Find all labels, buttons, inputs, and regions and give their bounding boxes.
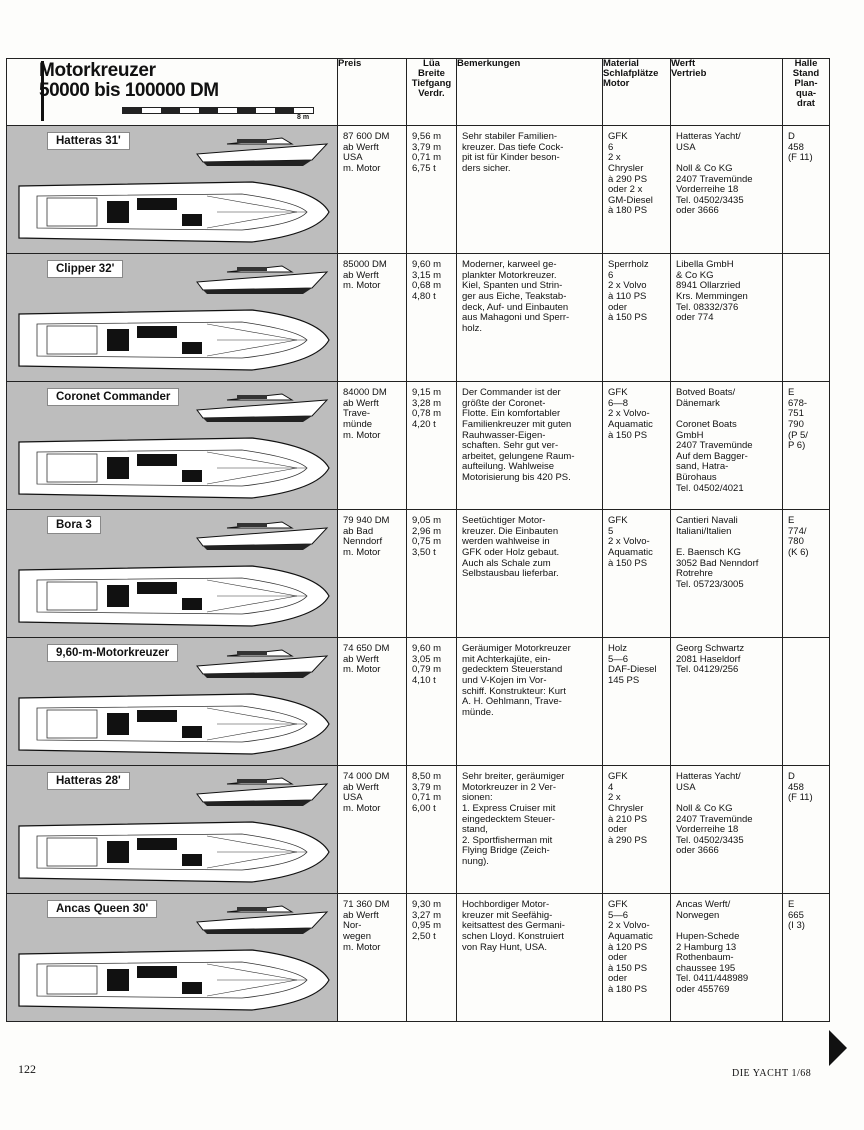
header-bemerkungen: Bemerkungen — [457, 59, 603, 126]
boat-dims: 9,60 m 3,05 m 0,79 m 4,10 t — [407, 638, 457, 766]
boat-row — [7, 382, 830, 510]
boat-dims: 9,56 m 3,79 m 0,71 m 6,75 t — [407, 126, 457, 254]
header-preis: Preis — [338, 59, 407, 126]
boat-material: GFK 6 2 x Chrysler à 290 PS oder 2 x GM-Diesel à 180 PS — [603, 126, 671, 254]
boat-werft: Georg Schwartz 2081 Haseldorf Tel. 04129/256 — [671, 638, 783, 766]
boat-werft: Cantieri Navali Italiani/Italien E. Baensch KG 3052 Bad Nenndorf Rotrehre Tel. 05723/3005 — [671, 510, 783, 638]
scale-bar — [122, 107, 314, 114]
boat-bemerkungen: Der Commander ist der größte der Coronet- Flotte. Ein komfortabler Familienkreuzer mit guten Rauhwasser-Eigen- schaften. Sehr gut ver- arbeitet, gelungene Raum- aufteilung. Wahlweise Motorisierung bis 420 PS. — [457, 382, 603, 510]
boat-row — [7, 638, 830, 766]
header-halle: Halle Stand Plan- qua- drat — [783, 59, 830, 126]
boat-preis: 84000 DM ab Werft Trave- münde m. Motor — [338, 382, 407, 510]
boat-preis: 74 000 DM ab Werft USA m. Motor — [338, 766, 407, 894]
boat-bemerkungen: Moderner, karweel ge- plankter Motorkreuzer. Kiel, Spanten und Strin- ger aus Eiche, Teakstab- deck, Auf- und Einbauten aus Mahagoni und Sperr- holz. — [457, 254, 603, 382]
boat-name-label: Ancas Queen 30' — [47, 900, 157, 918]
boat-name-label: 9,60-m-Motorkreuzer — [47, 644, 178, 662]
next-page-arrow-icon — [829, 1030, 847, 1066]
boat-material: GFK 4 2 x Chrysler à 210 PS oder à 290 PS — [603, 766, 671, 894]
boat-preis: 74 650 DM ab Werft m. Motor — [338, 638, 407, 766]
boat-row — [7, 766, 830, 894]
boat-row — [7, 894, 830, 1022]
boat-preis: 79 940 DM ab Bad Nenndorf m. Motor — [338, 510, 407, 638]
boat-werft: Hatteras Yacht/ USA Noll & Co KG 2407 Travemünde Vorderreihe 18 Tel. 04502/3435 oder 3666 — [671, 766, 783, 894]
boat-werft: Hatteras Yacht/ USA Noll & Co KG 2407 Travemünde Vorderreihe 18 Tel. 04502/3435 oder 3666 — [671, 126, 783, 254]
boat-halle: D 458 (F 11) — [783, 766, 830, 894]
boat-halle — [783, 638, 830, 766]
boat-name-label: Coronet Commander — [47, 388, 179, 406]
boat-name-label: Clipper 32' — [47, 260, 123, 278]
boat-image-cell — [7, 126, 338, 254]
table-header-row — [7, 59, 830, 126]
boat-werft: Botved Boats/ Dänemark Coronet Boats GmbH 2407 Travemünde Auf dem Bagger- sand, Hatra- Bürohaus Tel. 04502/4021 — [671, 382, 783, 510]
boat-halle — [783, 254, 830, 382]
boat-preis: 71 360 DM ab Werft Nor- wegen m. Motor — [338, 894, 407, 1022]
header-material: Material Schlafplätze Motor — [603, 59, 671, 126]
boat-row — [7, 510, 830, 638]
boat-preis: 87 600 DM ab Werft USA m. Motor — [338, 126, 407, 254]
boat-halle: E 665 (I 3) — [783, 894, 830, 1022]
boat-image-cell — [7, 254, 338, 382]
magazine-footer: DIE YACHT 1/68 — [732, 1068, 812, 1079]
boat-werft: Libella GmbH & Co KG 8941 Ollarzried Krs. Memmingen Tel. 08332/376 oder 774 — [671, 254, 783, 382]
page-number: 122 — [18, 1062, 36, 1076]
boat-bemerkungen: Geräumiger Motorkreuzer mit Achterkajüte, ein- gedecktem Steuerstand und V-Kojen im Vor- schiff. Konstrukteur: Kurt A. H. Oehlmann, Trave- münde. — [457, 638, 603, 766]
boat-halle: E 774/ 780 (K 6) — [783, 510, 830, 638]
boat-dims: 9,15 m 3,28 m 0,78 m 4,20 t — [407, 382, 457, 510]
boat-bemerkungen: Sehr stabiler Familien- kreuzer. Das tiefe Cock- pit ist für Kinder beson- ders sicher. — [457, 126, 603, 254]
page-title: Motorkreuzer — [39, 60, 156, 81]
boat-material: GFK 5 2 x Volvo- Aquamatic à 150 PS — [603, 510, 671, 638]
boat-material: GFK 5—6 2 x Volvo- Aquamatic à 120 PS oder à 150 PS oder à 180 PS — [603, 894, 671, 1022]
boat-bemerkungen: Hochbordiger Motor- kreuzer mit Seefähig- keitsattest des Germani- schen Lloyd. Konstruiert von Ray Hunt, USA. — [457, 894, 603, 1022]
boat-dims: 9,05 m 2,96 m 0,75 m 3,50 t — [407, 510, 457, 638]
boat-image-cell — [7, 894, 338, 1022]
boat-image-cell — [7, 766, 338, 894]
boat-material: Holz 5—6 DAF-Diesel 145 PS — [603, 638, 671, 766]
page-subtitle: 50000 bis 100000 DM — [39, 80, 219, 101]
header-werft: Werft Vertrieb — [671, 59, 783, 126]
boat-image-cell — [7, 638, 338, 766]
title-cell — [7, 59, 338, 126]
boat-row — [7, 254, 830, 382]
boat-halle: D 458 (F 11) — [783, 126, 830, 254]
boat-werft: Ancas Werft/ Norwegen Hupen-Schede 2 Hamburg 13 Rothenbaum- chaussee 195 Tel. 0411/448989 oder 455769 — [671, 894, 783, 1022]
boat-halle: E 678- 751 790 (P 5/ P 6) — [783, 382, 830, 510]
boat-bemerkungen: Sehr breiter, geräumiger Motorkreuzer in 2 Ver- sionen: 1. Express Cruiser mit eingedecktem Steuer- stand, 2. Sportfisherman mit Flying Bridge (Zeich- nung). — [457, 766, 603, 894]
boat-name-label: Hatteras 31' — [47, 132, 130, 150]
boat-dims: 9,30 m 3,27 m 0,95 m 2,50 t — [407, 894, 457, 1022]
header-dims: Lüa Breite Tiefgang Verdr. — [407, 59, 457, 126]
boat-bemerkungen: Seetüchtiger Motor- kreuzer. Die Einbauten werden wahlweise in GFK oder Holz gebaut. Auch als Schale zum Selbstausbau lieferbar. — [457, 510, 603, 638]
boat-name-label: Bora 3 — [47, 516, 101, 534]
scale-label: 8 m — [297, 114, 310, 121]
boat-row — [7, 126, 830, 254]
boat-comparison-table — [6, 58, 830, 1022]
boat-preis: 85000 DM ab Werft m. Motor — [338, 254, 407, 382]
boat-image-cell — [7, 510, 338, 638]
boat-material: Sperrholz 6 2 x Volvo à 110 PS oder à 150 PS — [603, 254, 671, 382]
boat-dims: 8,50 m 3,79 m 0,71 m 6,00 t — [407, 766, 457, 894]
boat-dims: 9,60 m 3,15 m 0,68 m 4,80 t — [407, 254, 457, 382]
boat-name-label: Hatteras 28' — [47, 772, 130, 790]
boat-image-cell — [7, 382, 338, 510]
boat-material: GFK 6—8 2 x Volvo- Aquamatic à 150 PS — [603, 382, 671, 510]
